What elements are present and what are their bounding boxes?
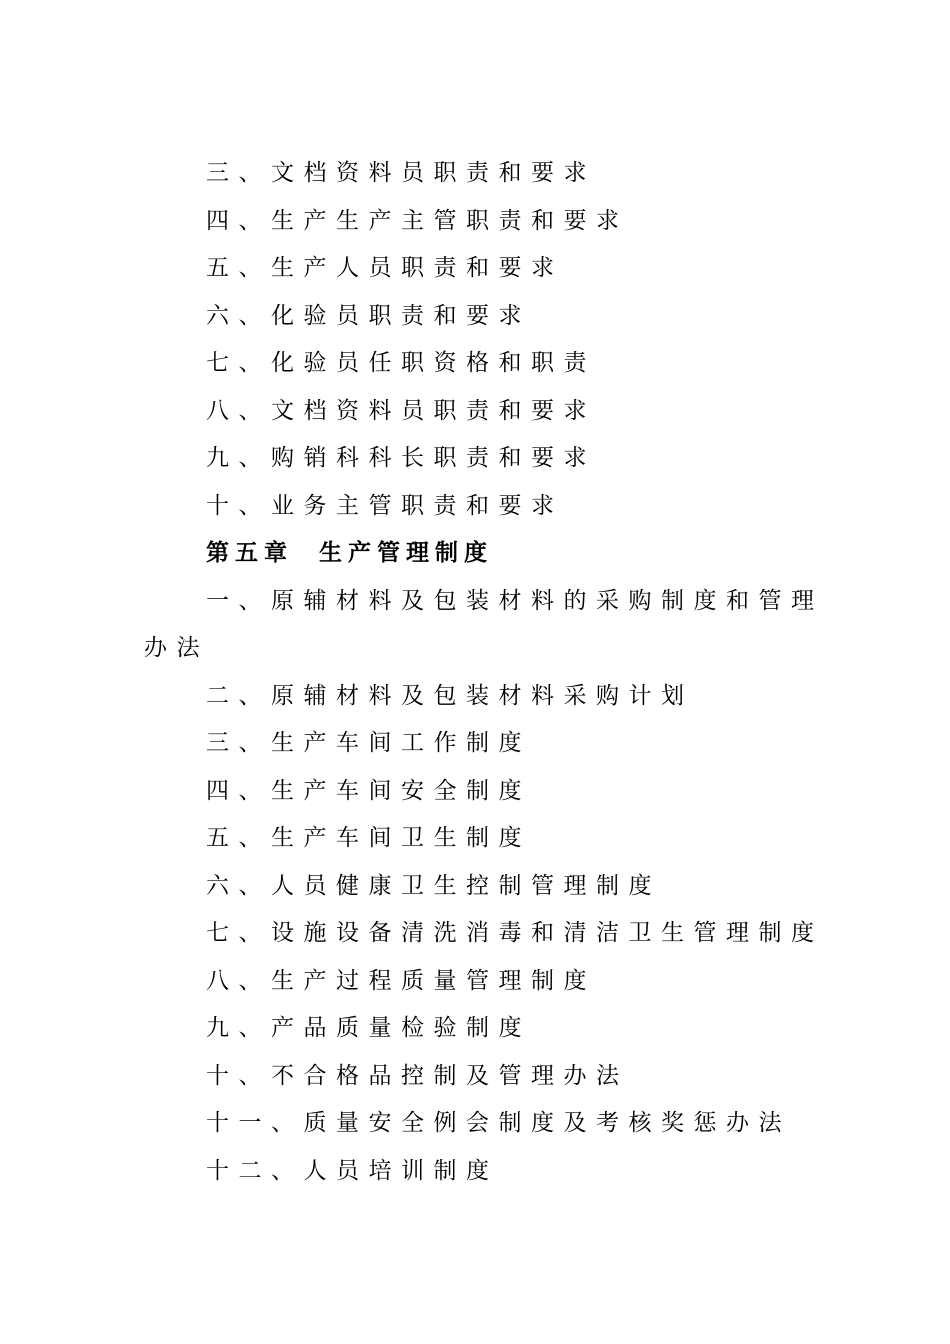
list-item: 四、生产车间安全制度 — [206, 777, 531, 804]
chapter-title: 生产管理制度 — [319, 540, 493, 566]
list-item: 十、不合格品控制及管理办法 — [206, 1062, 629, 1089]
list-item: 八、文档资料员职责和要求 — [206, 397, 596, 424]
chapter-heading — [144, 530, 844, 578]
list-item: 九、购销科科长职责和要求 — [206, 445, 596, 471]
list-item: 九、产品质量检验制度 — [206, 1015, 531, 1041]
list-item: 二、原辅材料及包装材料采购计划 — [206, 682, 694, 709]
list-item: 七、设施设备清洗消毒和清洁卫生管理制度 — [206, 920, 824, 946]
list-item: 六、化验员职责和要求 — [206, 302, 531, 329]
list-item: 六、人员健康卫生控制管理制度 — [206, 872, 661, 899]
list-item: 五、生产车间卫生制度 — [206, 825, 531, 851]
document-body — [144, 150, 844, 1195]
list-item: 十一、质量安全例会制度及考核奖惩办法 — [206, 1110, 791, 1136]
chapter-number: 第五章 — [206, 540, 293, 566]
list-item: 十、业务主管职责和要求 — [206, 492, 564, 519]
list-item: 十二、人员培训制度 — [206, 1157, 499, 1184]
list-item: 七、化验员任职资格和职责 — [206, 350, 596, 376]
list-item: 五、生产人员职责和要求 — [206, 255, 564, 281]
list-item: 三、文档资料员职责和要求 — [206, 160, 596, 186]
list-item: 八、生产过程质量管理制度 — [206, 967, 596, 994]
list-item: 四、生产生产主管职责和要求 — [206, 207, 629, 234]
list-item: 三、生产车间工作制度 — [206, 730, 531, 756]
list-item: 一、原辅材料及包装材料的采购制度和管理办法 — [144, 587, 824, 661]
